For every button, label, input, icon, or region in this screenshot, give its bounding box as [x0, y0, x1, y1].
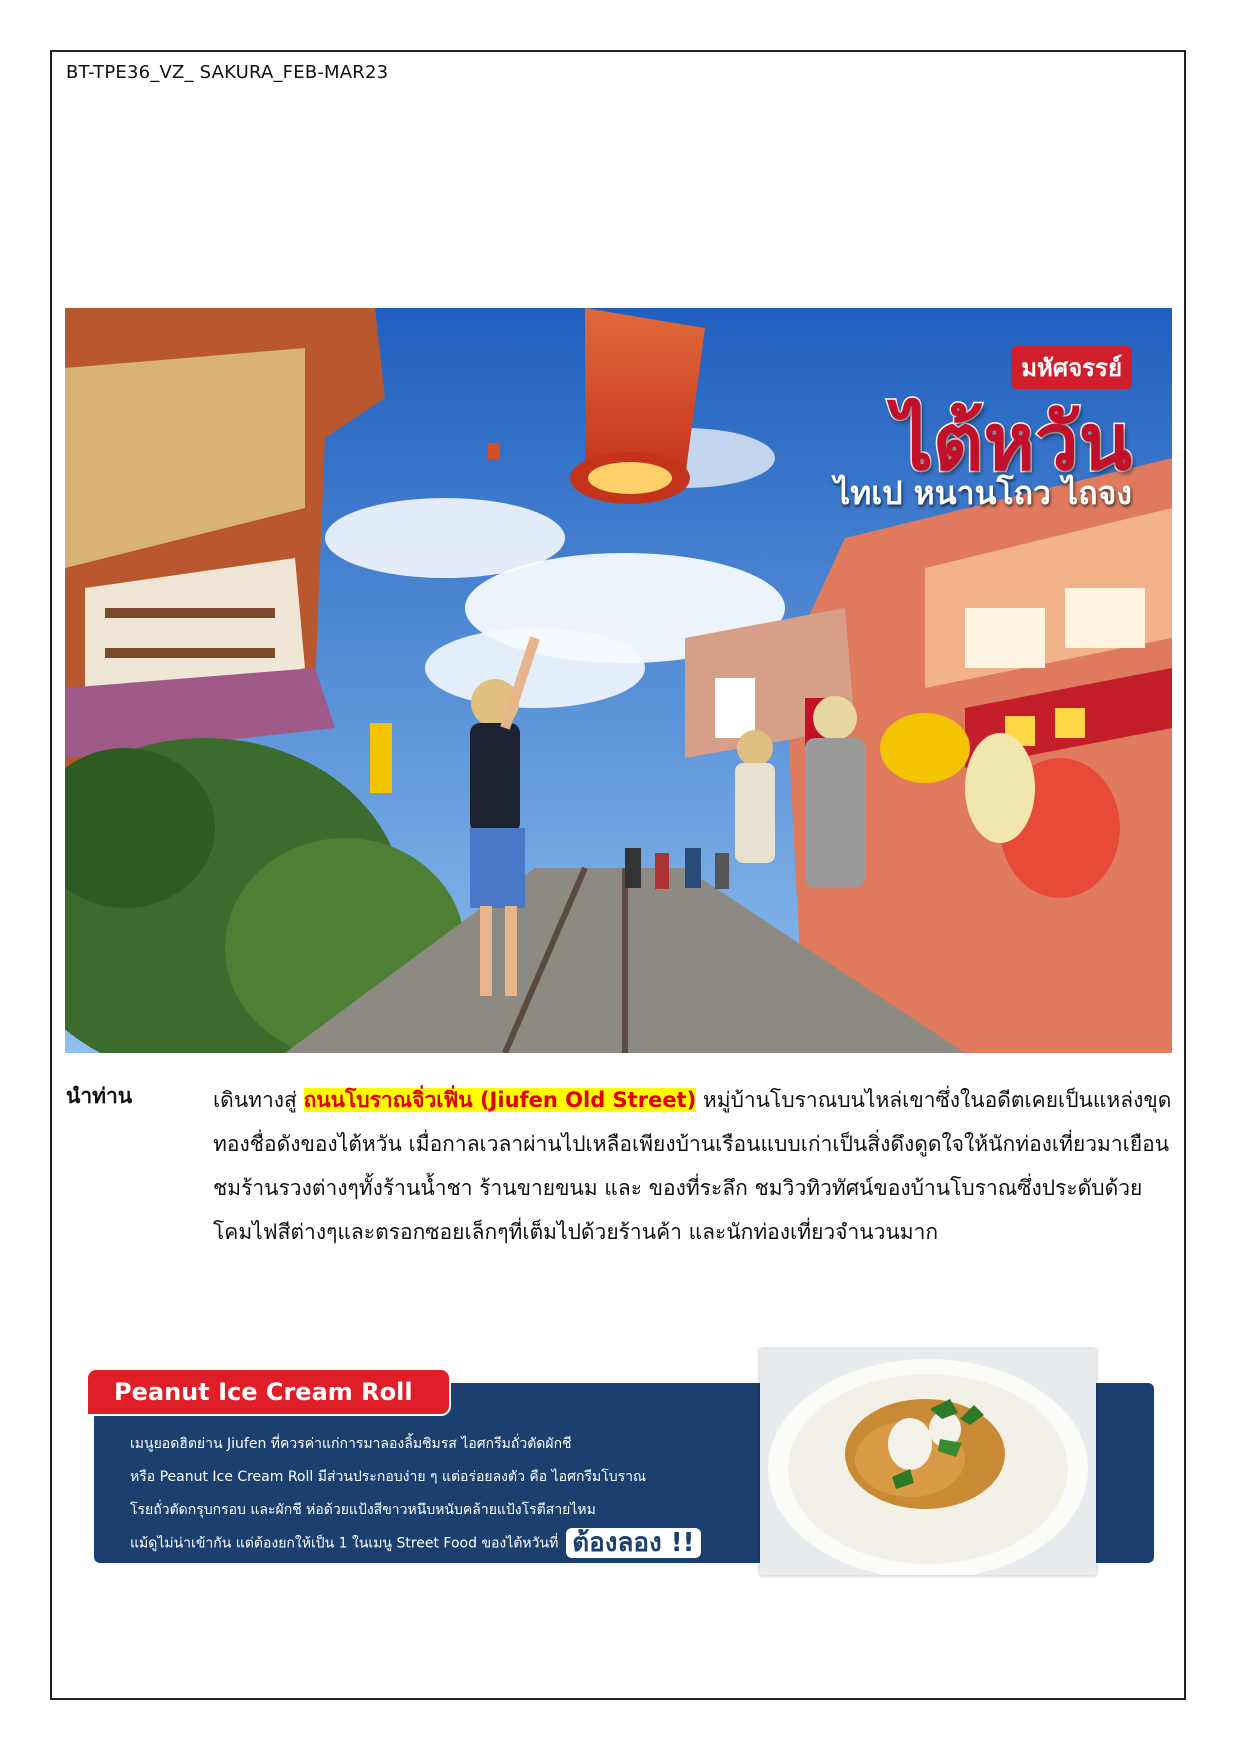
- food-description: [130, 1428, 750, 1561]
- program-label: นำท่าน: [66, 1084, 133, 1108]
- food-line-4-text: แม้ดูไม่น่าเข้ากัน แต่ต้องยกให้เป็น 1 ในเมนู Street Food ของไต้หวันที่: [130, 1535, 559, 1552]
- hero-title: ไต้หวัน: [893, 398, 1132, 488]
- hero-subtitle: ไทเป หนานโถว ไถจง: [834, 474, 1132, 512]
- food-line-4: [130, 1527, 750, 1561]
- document-code: BT-TPE36_VZ_ SAKURA_FEB-MAR23: [66, 62, 389, 83]
- hero-photo: [65, 308, 1172, 1053]
- food-line-1: เมนูยอดฮิตย่าน Jiufen ที่ควรค่าแก่การมาลองลิ้มชิมรส ไอศกรีมถั่วตัดผักชี: [130, 1436, 572, 1452]
- food-line-3: โรยถั่วตัดกรุบกรอบ และผักชี ห่อด้วยแป้งสีขาวหนึบหนับคล้ายแป้งโรตีสายไหม: [130, 1502, 596, 1518]
- ice-cream-roll-illustration: [760, 1349, 1096, 1575]
- program-text-before: เดินทางสู่: [213, 1088, 304, 1112]
- food-line-2: หรือ Peanut Ice Cream Roll มีส่วนประกอบง่าย ๆ แต่อร่อยลงตัว คือ ไอศกรีมโบราณ: [130, 1469, 646, 1485]
- food-title-tag: Peanut Ice Cream Roll: [86, 1368, 451, 1416]
- ice-cream-roll-photo: [760, 1349, 1096, 1575]
- program-description: [213, 1078, 1173, 1254]
- must-try-callout: ต้องลอง !!: [566, 1528, 700, 1558]
- program-text-after: หมู่บ้านโบราณบนไหล่เขาซึ่งในอดีตเคยเป็นแหล่งขุดทองชื่อดังของไต้หวัน เมื่อกาลเวลาผ่านไปเหลือเพียงบ้านเรือนแบบเก่าเป็นสิ่งดึงดูดใจให้นักท่องเที่ยวมาเยือน ชมร้านรวงต่างๆทั้งร้านน้ำชา ร้านขายขนม และ ของที่ระลึก ชมวิวทิวทัศน์ของบ้านโบราณซึ่งประดับด้วยโคมไฟสีต่างๆและตรอกซอยเล็กๆที่เต็มไปด้วยร้านค้า และนักท่องเที่ยวจำนวนมาก: [213, 1088, 1172, 1244]
- hero-badge: มหัศจรรย์: [1011, 346, 1132, 389]
- program-highlight: ถนนโบราณจิ่วเฟิ่น (Jiufen Old Street): [303, 1088, 697, 1112]
